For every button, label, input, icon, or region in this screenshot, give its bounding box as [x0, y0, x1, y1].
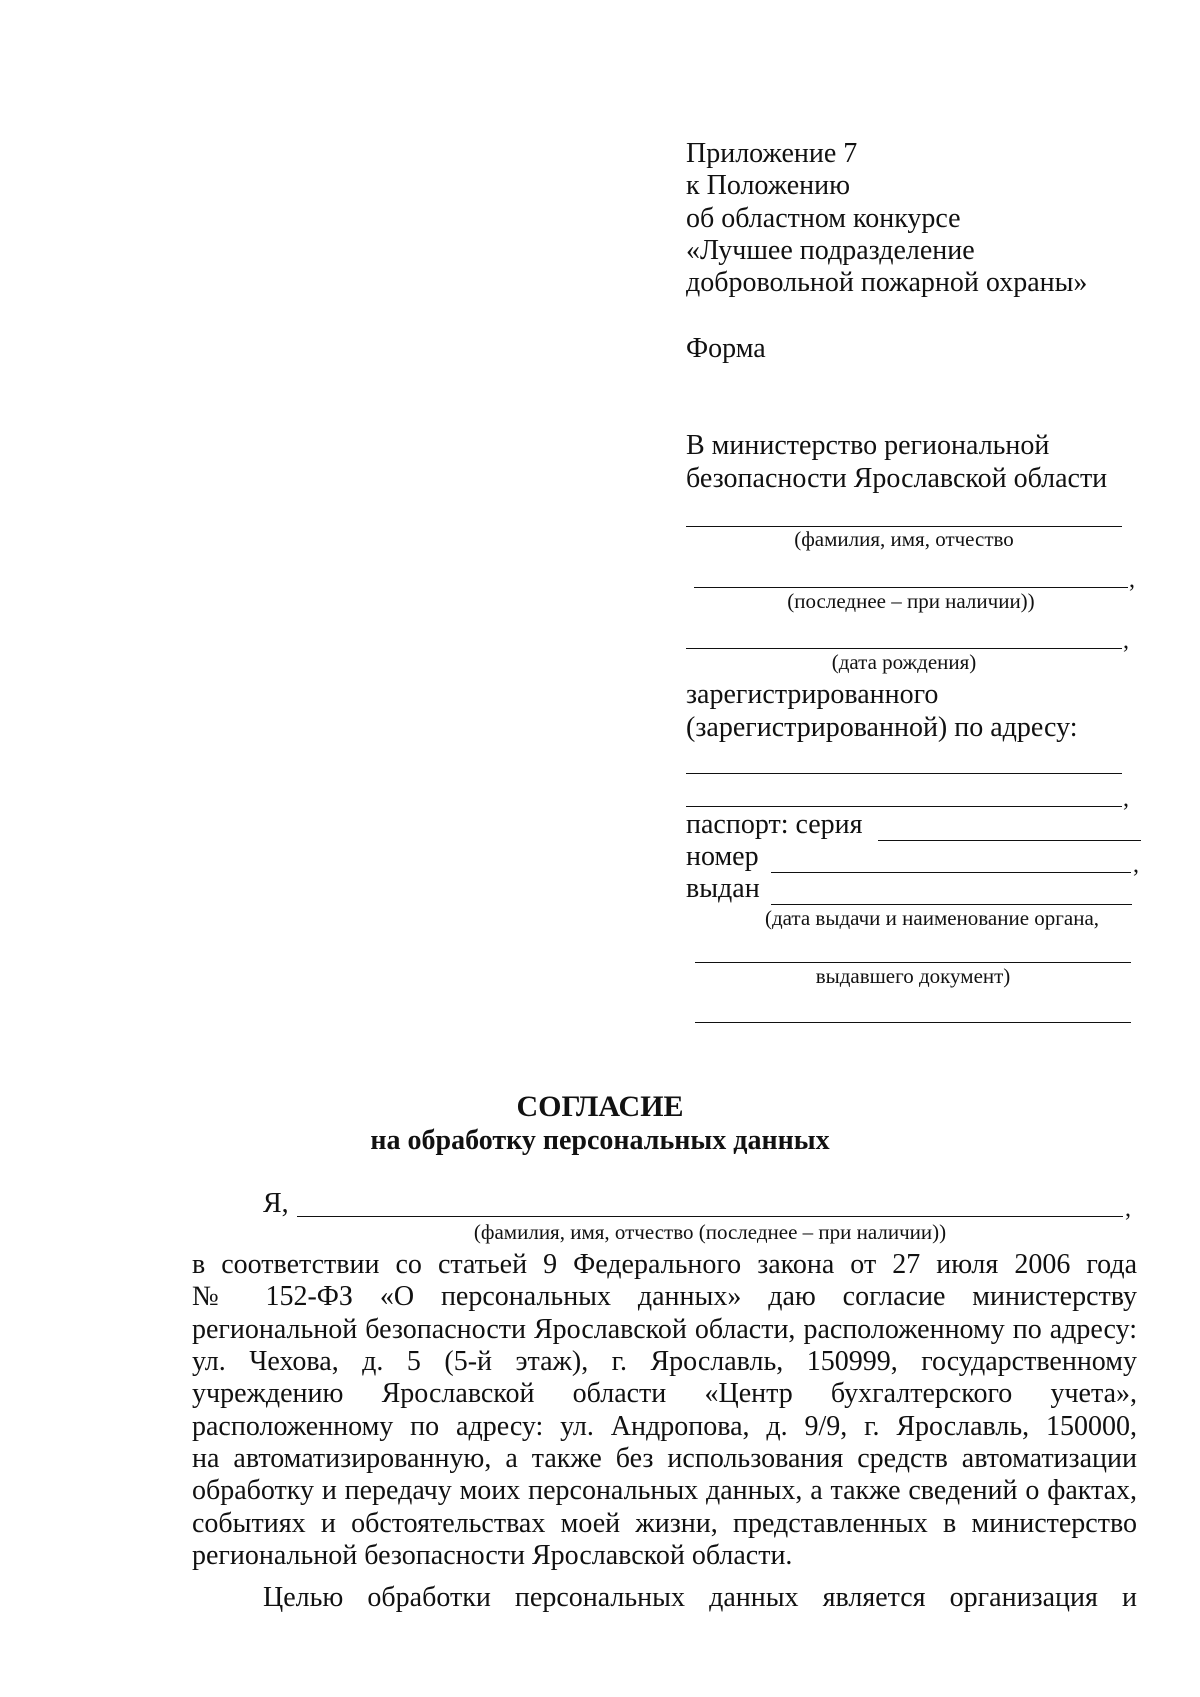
- address-blank-line[interactable]: [686, 773, 1122, 774]
- consent-title: СОГЛАСИЕ: [516, 1090, 684, 1123]
- issuer-blank-line[interactable]: [695, 962, 1131, 963]
- fio-caption-2: (последнее – при наличии)): [787, 589, 1035, 613]
- paragraph-2-start: Целью обработки персональных данных является организация и: [263, 1582, 1137, 1613]
- addressee-line: безопасности Ярославской области: [686, 463, 1108, 494]
- paragraph-line: расположенному по адресу: ул. Андропова, д. 9/9, г. Ярославль, 150000,: [192, 1411, 1137, 1442]
- consent-subtitle: на обработку персональных данных: [370, 1125, 830, 1156]
- passport-series-blank[interactable]: [878, 840, 1141, 841]
- appendix-line: Приложение 7: [686, 138, 858, 169]
- paragraph-line: региональной безопасности Ярославской области.: [192, 1540, 793, 1571]
- issued-caption: (дата выдачи и наименование органа,: [764, 906, 1100, 930]
- paragraph-line: ул. Чехова, д. 5 (5-й этаж), г. Ярославль, 150999, государственному: [192, 1346, 1137, 1377]
- consent-fio-blank[interactable]: [297, 1216, 1123, 1217]
- address-blank-line-2[interactable]: [686, 806, 1122, 807]
- paragraph-line: на автоматизированную, а также без использования средств автоматизации: [192, 1443, 1137, 1474]
- comma: ,: [1123, 786, 1129, 812]
- appendix-line: об областном конкурсе: [686, 203, 961, 234]
- appendix-line: добровольной пожарной охраны»: [686, 267, 1088, 298]
- passport-number-label: номер: [686, 841, 759, 872]
- passport-issued-blank[interactable]: [771, 904, 1132, 905]
- registered-label-2: (зарегистрированной) по адресу:: [686, 712, 1078, 743]
- paragraph-line: № 152-ФЗ «О персональных данных» даю согласие министерству: [192, 1281, 1137, 1312]
- registered-label: зарегистрированного: [686, 679, 939, 710]
- addressee-line: В министерство региональной: [686, 430, 1050, 461]
- birth-date-caption: (дата рождения): [831, 650, 977, 674]
- comma: ,: [1125, 1196, 1131, 1222]
- comma: ,: [1133, 852, 1139, 878]
- birth-date-blank-line[interactable]: [686, 648, 1122, 649]
- fio-blank-line-2[interactable]: [694, 587, 1128, 588]
- paragraph-line: учреждению Ярославской области «Центр бухгалтерского учета»,: [192, 1378, 1137, 1409]
- passport-series-label: паспорт: серия: [686, 809, 863, 840]
- paragraph-line: обработку и передачу моих персональных данных, а также сведений о фактах,: [192, 1475, 1137, 1506]
- passport-number-blank[interactable]: [771, 872, 1131, 873]
- paragraph-line: региональной безопасности Ярославской области, расположенному по адресу:: [192, 1314, 1137, 1345]
- comma: ,: [1123, 628, 1129, 654]
- issuer-blank-line-2[interactable]: [695, 1022, 1131, 1023]
- appendix-line: к Положению: [686, 170, 851, 201]
- paragraph-line: событиях и обстоятельствах моей жизни, представленных в министерство: [192, 1508, 1137, 1539]
- form-label: Форма: [686, 333, 766, 364]
- issuer-caption: выдавшего документ): [815, 964, 1011, 988]
- paragraph-line: в соответствии со статьей 9 Федерального закона от 27 июля 2006 года: [192, 1249, 1137, 1280]
- appendix-line: «Лучшее подразделение: [686, 235, 975, 266]
- passport-issued-label: выдан: [686, 873, 760, 904]
- consent-fio-caption: (фамилия, имя, отчество (последнее – при наличии)): [473, 1220, 947, 1244]
- ya-label: Я,: [263, 1188, 289, 1219]
- comma: ,: [1129, 567, 1135, 593]
- fio-caption: (фамилия, имя, отчество: [794, 527, 1014, 551]
